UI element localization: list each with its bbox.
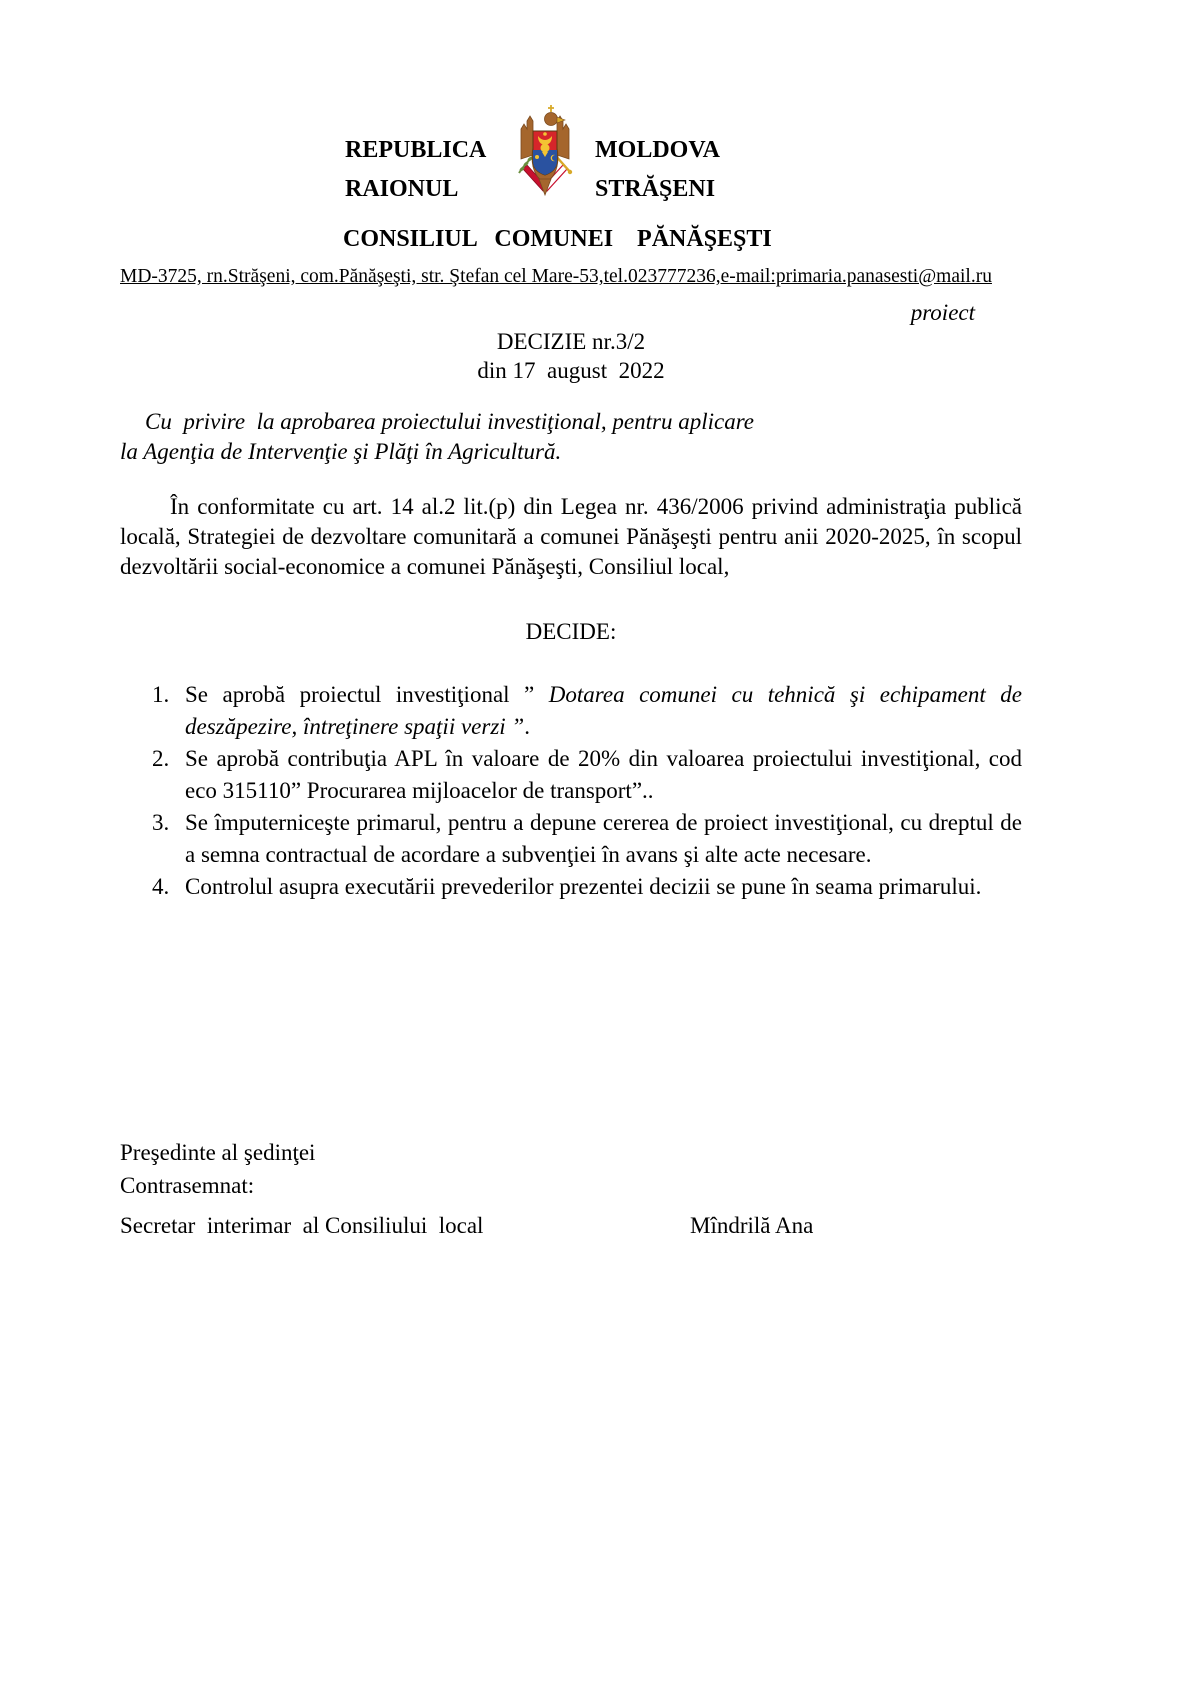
decision-preamble: În conformitate cu art. 14 al.2 lit.(p) din Legea nr. 436/2006 privind administraţia publică locală, Strategiei de dezvoltare comunitară a comunei Pănăşeşti pentru anii 2020-2025, în scopul dezvoltării social-economice a comunei Pănăşeşti, Consiliul local,: [120, 494, 1022, 579]
decision-subject-line1: Cu privire la aprobarea proiectului investiţional, pentru aplicare: [145, 409, 755, 434]
decision-text-normal: Se aprobă proiectul investiţional ”: [185, 682, 549, 707]
president-label: Preşedinte al şedinţei: [120, 1140, 316, 1165]
decision-text-normal: Se împuterniceşte primarul, pentru a depune cererea de proiect investiţional, cu dreptul de a semna contractual de acordare a subvenţiei în avans şi alte acte necesare.: [185, 810, 1022, 867]
decide-heading: DECIDE:: [525, 619, 617, 644]
decision-subject: [120, 407, 1022, 467]
letterhead: [120, 0, 1022, 288]
decision-number: 4.: [152, 874, 170, 899]
decision-number: 1.: [152, 682, 170, 707]
secretary-row: [120, 1211, 1022, 1240]
letterhead-republica: REPUBLICA: [345, 137, 487, 163]
letterhead-row: [120, 103, 1022, 209]
proiect-label: proiect: [910, 300, 975, 325]
decision-text-italic: Dotarea comunei cu tehnică şi echipament de deszăpezire, întreţinere spaţii verzi ”: [185, 682, 1022, 739]
decision-number: 3.: [152, 810, 170, 835]
decision-number-title: DECIZIE nr.3/2: [496, 329, 646, 354]
decision-text-after: .: [524, 714, 530, 739]
decision-number: 2.: [152, 746, 170, 771]
signature-block: [120, 1138, 1022, 1240]
letterhead-address-line: MD-3725, rn.Străşeni, com.Pănăşeşti, str. Ştefan cel Mare-53,tel.023777236,e-mail:primaria.panasesti@mail.ru: [120, 266, 992, 287]
letterhead-right-column: [595, 103, 720, 209]
decision-text-normal: Controlul asupra executării prevederilor prezentei decizii se pune în seama primarului.: [185, 874, 982, 899]
decision-text: [185, 807, 1022, 871]
decision-date-line: din 17 august 2022: [477, 358, 665, 383]
countersigned-label: Contrasemnat:: [120, 1173, 255, 1198]
decision-text: [185, 743, 1022, 807]
decision-item: [120, 807, 1022, 871]
moldova-coat-of-arms-icon: [513, 103, 577, 200]
letterhead-straseni: STRĂŞENI: [595, 176, 716, 202]
secretary-label: Secretar interimar al Consiliului local: [120, 1213, 484, 1238]
letterhead-moldova: MOLDOVA: [595, 137, 720, 163]
decision-text-normal: Se aprobă contribuţia APL în valoare de 20% din valoarea proiectului investiţional, cod eco 315110” Procurarea mijloacelor de transport”..: [185, 746, 1022, 803]
decision-item: [120, 743, 1022, 807]
letterhead-left-column: [345, 103, 513, 209]
decisions-list: [120, 679, 1022, 903]
decision-item: [120, 871, 1022, 903]
secretary-name: Mîndrilă Ana: [690, 1213, 814, 1238]
letterhead-raionul: RAIONUL: [345, 176, 459, 202]
decision-subject-line2: la Agenţia de Intervenţie şi Plăţi în Agricultură.: [120, 439, 562, 464]
decision-text: [185, 679, 1022, 743]
decision-item: [120, 679, 1022, 743]
letterhead-council-name: CONSILIUL COMUNEI PĂNĂŞEŞTI: [343, 226, 772, 252]
decision-text: [185, 871, 1022, 903]
